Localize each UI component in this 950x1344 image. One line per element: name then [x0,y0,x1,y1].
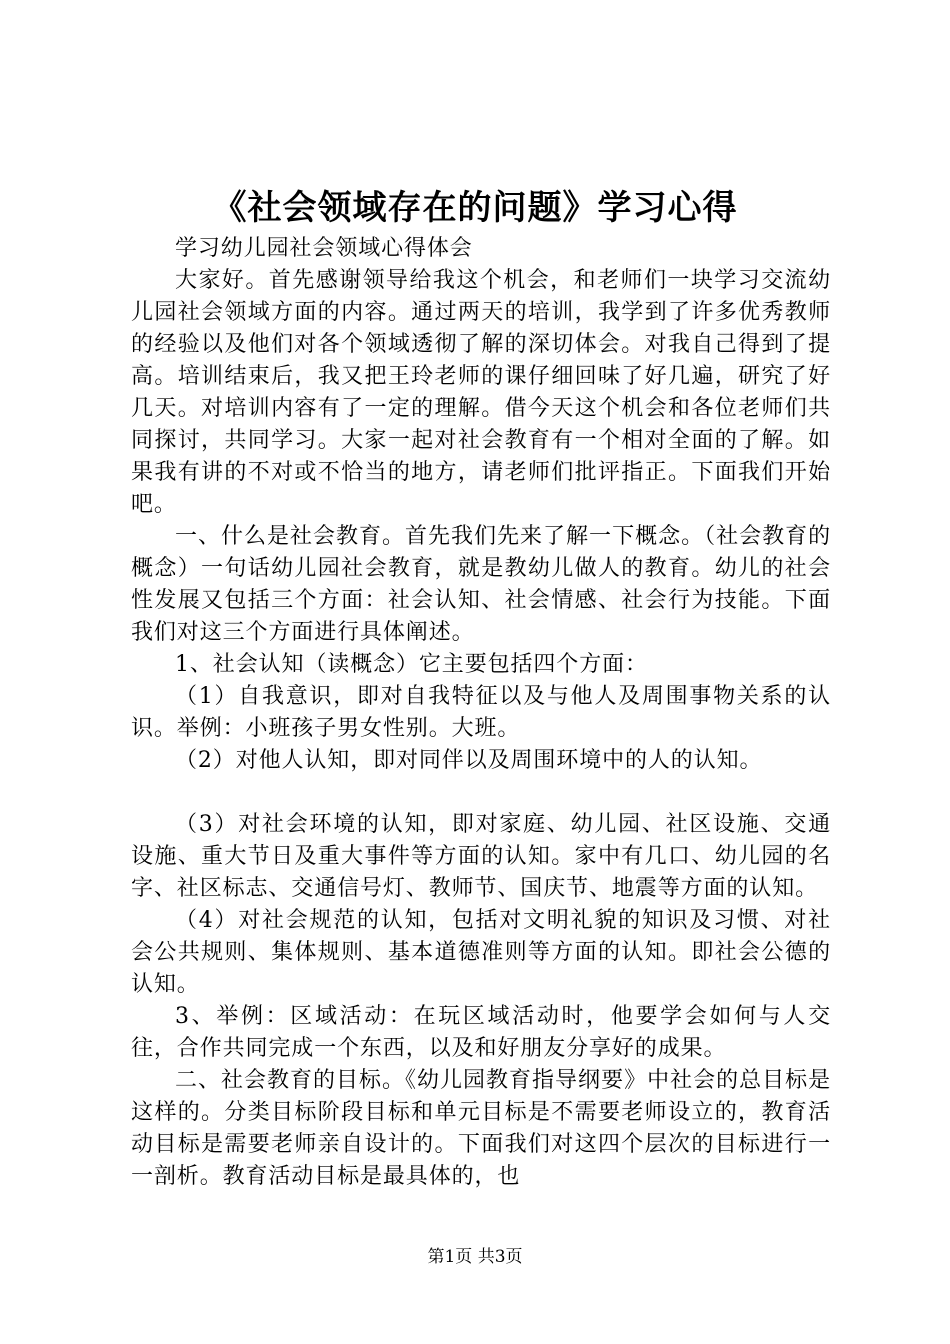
document-body [131,233,831,1193]
body-paragraph: 二、社会教育的目标。《幼儿园教育指导纲要》中社会的总目标是这样的。分类目标阶段目标和单元目标是不需要老师设立的，教育活动目标是需要老师亲自设计的。下面我们对这四个层次的目标进行一一剖析。教育活动目标是最具体的，也 [131,1068,831,1189]
body-paragraph: （2）对他人认知，即对同伴以及周围环境中的人的认知。 [175,748,763,773]
subtitle-paragraph: 学习幼儿园社会领域心得体会 [175,236,473,261]
document-title: 《社会领域存在的问题》学习心得 [212,188,738,228]
body-paragraph: （1）自我意识，即对自我特征以及与他人及周围事物关系的认识。举例：小班孩子男女性别。大班。 [131,684,831,741]
body-paragraph: 3、举例：区域活动：在玩区域活动时，他要学会如何与人交往，合作共同完成一个东西，以及和好朋友分享好的成果。 [131,1004,831,1061]
body-paragraph: （3）对社会环境的认知，即对家庭、幼儿园、社区设施、交通设施、重大节日及重大事件等方面的认知。家中有几口、幼儿园的名字、社区标志、交通信号灯、教师节、国庆节、地震等方面的认知。 [131,812,831,901]
body-paragraph: 1、社会认知（读概念）它主要包括四个方面： [175,652,648,677]
body-paragraph: 大家好。首先感谢领导给我这个机会，和老师们一块学习交流幼儿园社会领域方面的内容。通过两天的培训，我学到了许多优秀教师的经验以及他们对各个领域透彻了解的深切体会。对我自己得到了提高。培训结束后，我又把王玲老师的课仔细回味了好几遍，研究了好几天。对培训内容有了一定的理解。借今天这个机会和各位老师们共同探讨，共同学习。大家一起对社会教育有一个相对全面的了解。如果我有讲的不对或不恰当的地方，请老师们批评指正。下面我们开始吧。 [131,268,831,517]
page-footer: 第1页 共3页 [427,1247,523,1267]
body-paragraph: （4）对社会规范的认知，包括对文明礼貌的知识及习惯、对社会公共规则、集体规则、基本道德准则等方面的认知。即社会公德的认知。 [131,908,831,997]
body-paragraph: 一、什么是社会教育。首先我们先来了解一下概念。（社会教育的概念）一句话幼儿园社会教育，就是教幼儿做人的教育。幼儿的社会性发展又包括三个方面：社会认知、社会情感、社会行为技能。下面我们对这三个方面进行具体阐述。 [131,524,831,645]
